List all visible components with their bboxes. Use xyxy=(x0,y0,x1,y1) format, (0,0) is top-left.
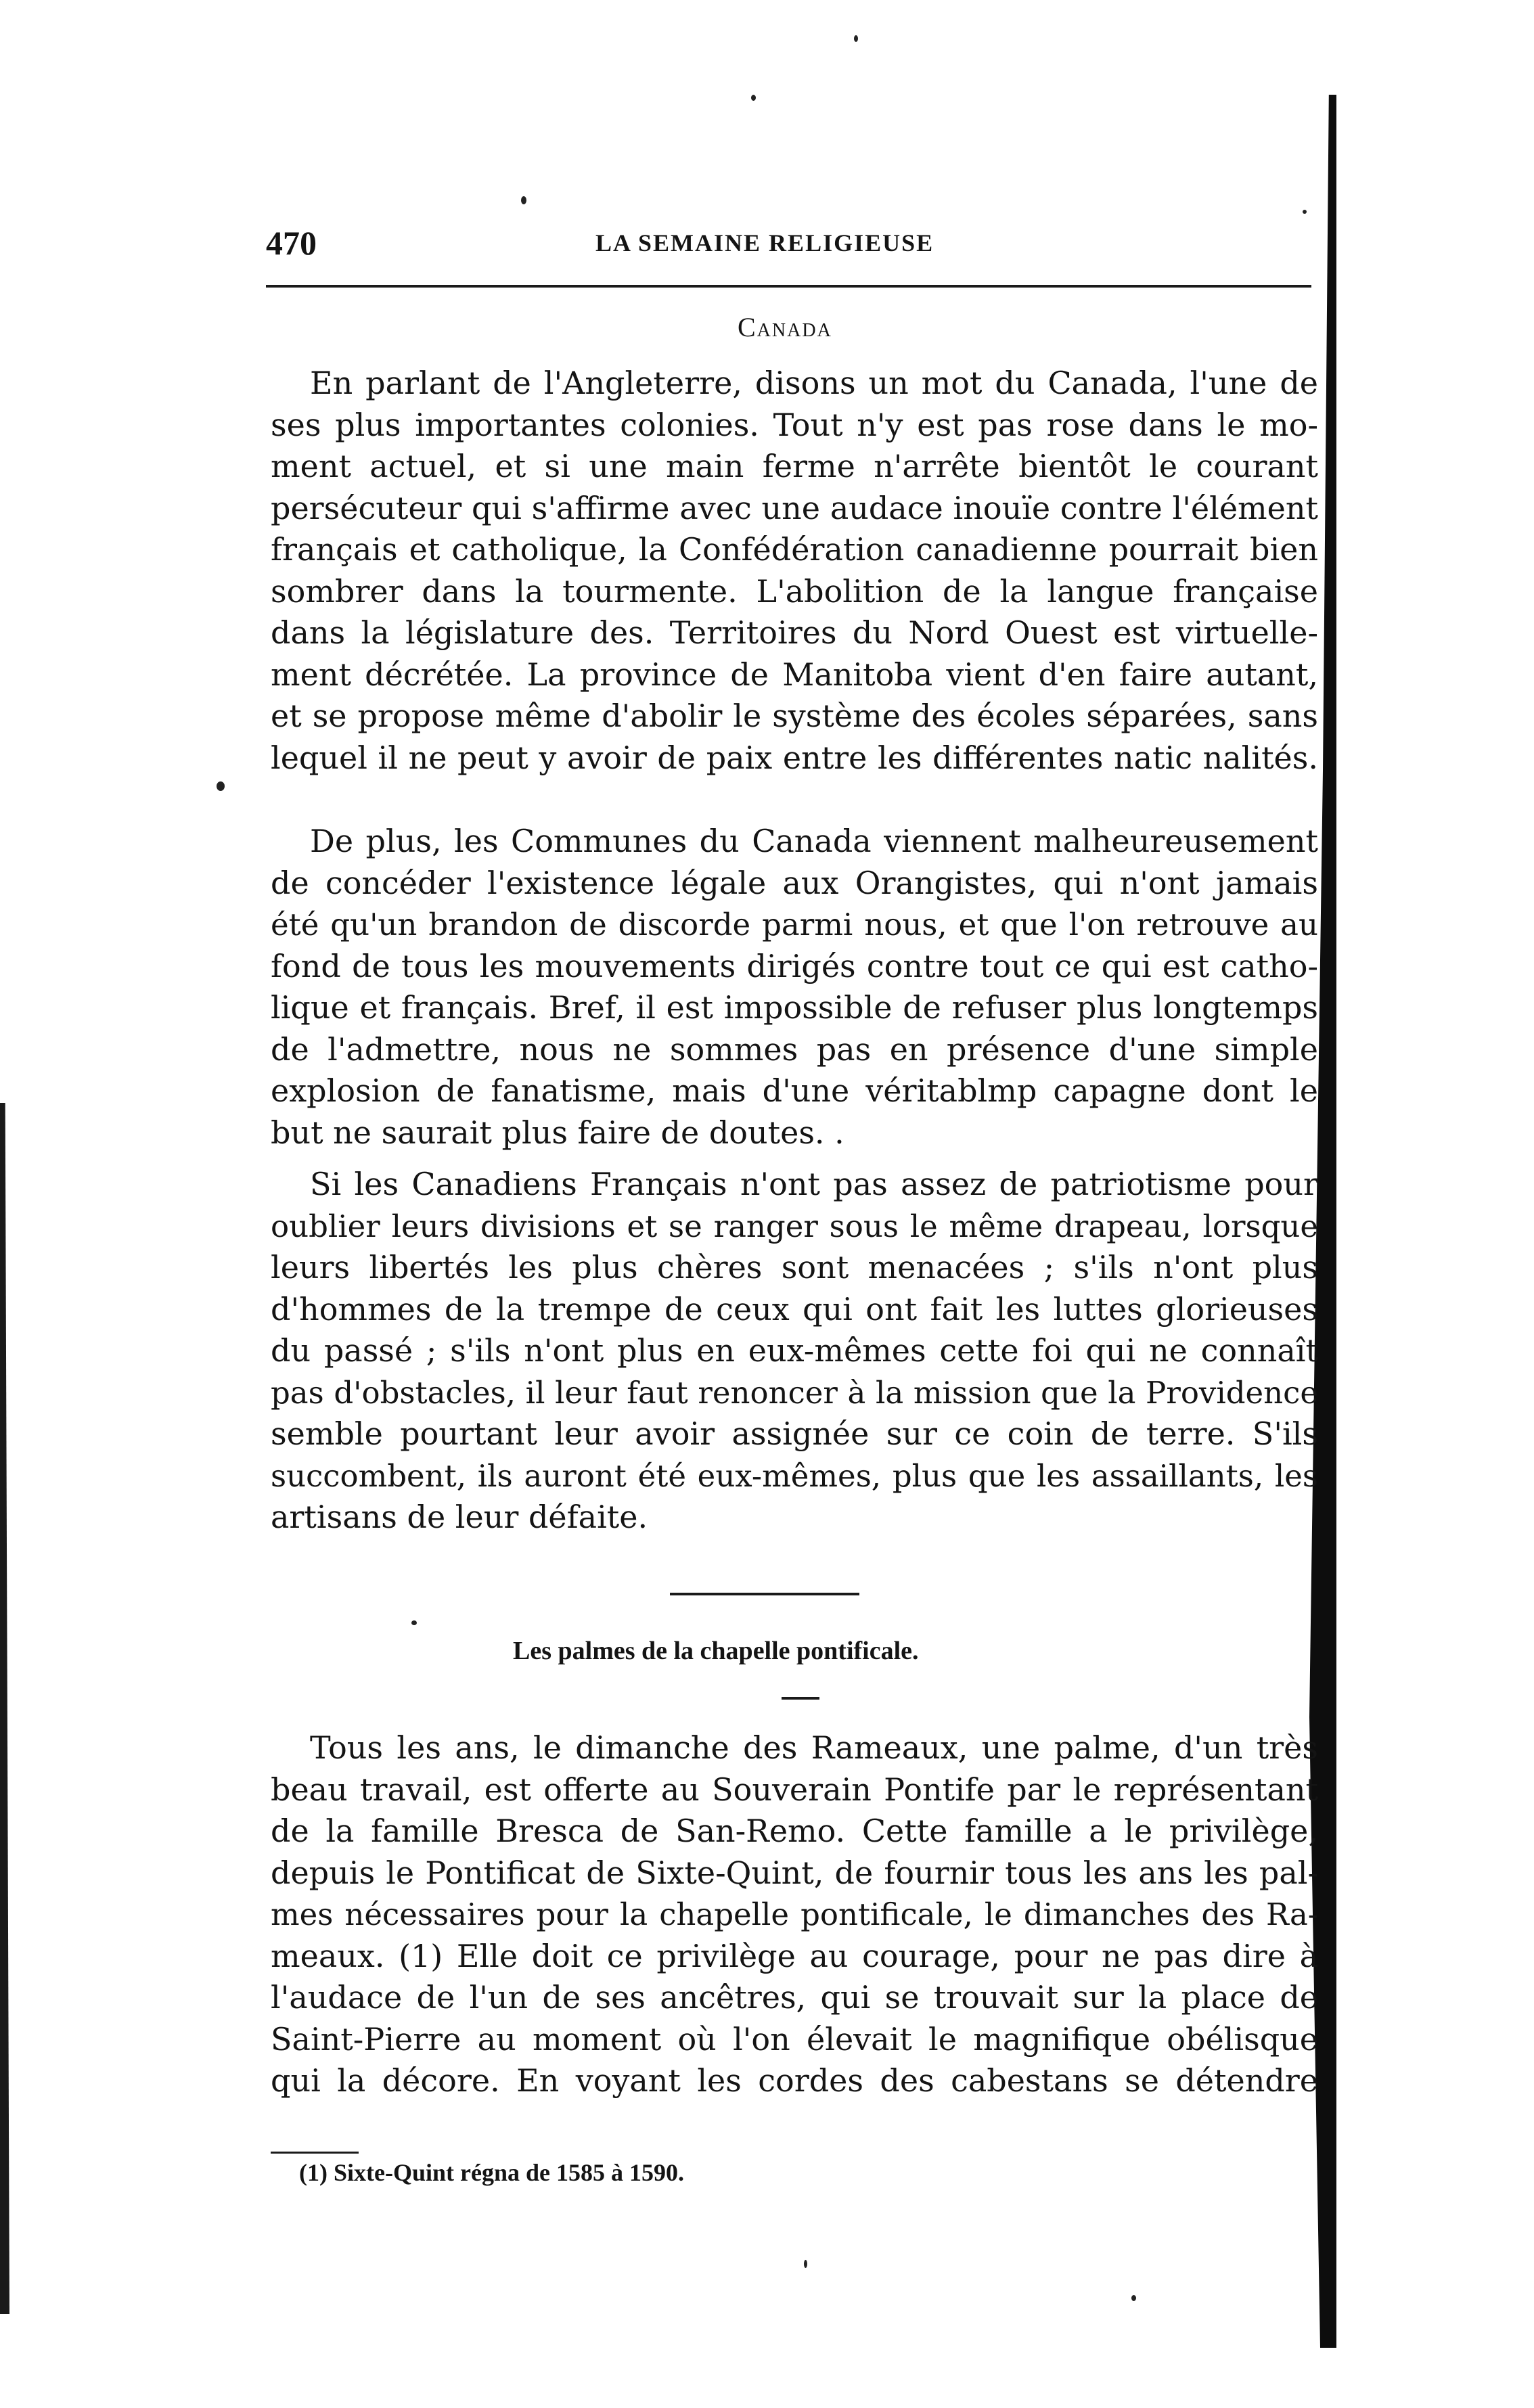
text-line: artisans de leur défaite. xyxy=(271,1499,648,1535)
text-line: meaux. (1) Elle doit ce privilège au courage, pour ne pas dire à xyxy=(271,1937,1318,1974)
text-line: leurs libertés les plus chères sont menacées ; s'ils n'ont plus xyxy=(271,1249,1318,1286)
text-line: de concéder l'existence légale aux Orangistes, qui n'ont jamais xyxy=(271,864,1318,901)
text-line: de l'admettre, nous ne sommes pas en présence d'une simple xyxy=(271,1030,1318,1068)
text-line: français et catholique, la Confédération canadienne pourrait bien xyxy=(271,531,1318,568)
canada-paragraph-2 xyxy=(271,821,1318,1154)
section-title-palmes: Les palmes de la chapelle pontificale. xyxy=(513,1637,919,1665)
short-divider-rule xyxy=(782,1697,819,1700)
scan-speck xyxy=(804,2260,807,2268)
scan-speck xyxy=(751,95,756,101)
canada-paragraph-1 xyxy=(271,363,1318,779)
scan-speck xyxy=(854,35,858,42)
text-line: ment décrétée. La province de Manitoba vient d'en faire autant, xyxy=(271,656,1318,693)
section-title-canada: Canada xyxy=(738,312,832,342)
text-line: de la famille Bresca de San-Remo. Cette famille a le privilège, xyxy=(271,1813,1318,1849)
text-line: lique et français. Bref, il est impossible de refuser plus longtemps xyxy=(271,989,1318,1026)
text-line: ment actuel, et si une main ferme n'arrête bientôt le courant xyxy=(271,448,1318,484)
text-line: Si les Canadiens Français n'ont pas assez de patriotisme pour xyxy=(310,1166,1318,1202)
text-line: dans la législature des. Territoires du Nord Ouest est virtuelle- xyxy=(271,614,1318,651)
running-head: LA SEMAINE RELIGIEUSE xyxy=(595,229,934,256)
text-line: semble pourtant leur avoir assignée sur ce coin de terre. S'ils xyxy=(271,1415,1318,1452)
text-line: En parlant de l'Angleterre, disons un mot du Canada, l'une de xyxy=(310,365,1318,401)
text-line: fond de tous les mouvements dirigés contre tout ce qui est catho- xyxy=(271,947,1318,984)
text-line: lequel il ne peut y avoir de paix entre les différentes natic nalités. xyxy=(271,739,1318,776)
scan-speck xyxy=(411,1620,417,1625)
text-line: été qu'un brandon de discorde parmi nous, et que l'on retrouve au xyxy=(271,907,1318,942)
footnote-rule xyxy=(271,2152,359,2154)
text-line: pas d'obstacles, il leur faut renoncer à la mission que la Providence xyxy=(271,1374,1318,1411)
footnote: (1) Sixte-Quint régna de 1585 à 1590. xyxy=(299,2159,684,2186)
scan-speck xyxy=(521,196,526,204)
scan-speck xyxy=(217,781,225,791)
text-line: Saint-Pierre au moment où l'on élevait le magnifique obélisque xyxy=(271,2020,1318,2058)
text-line: qui la décore. En voyant les cordes des cabestans se détendre xyxy=(271,2062,1318,2099)
text-line: explosion de fanatisme, mais d'une véritablmp capagne dont le xyxy=(271,1072,1318,1109)
text-line: depuis le Pontificat de Sixte-Quint, de fournir tous les ans les pal- xyxy=(271,1854,1318,1891)
text-line: du passé ; s'ils n'ont plus en eux-mêmes cette foi qui ne connaît xyxy=(271,1332,1318,1369)
text-line: De plus, les Communes du Canada viennent malheureusement xyxy=(310,823,1318,859)
scan-edge-left xyxy=(0,1103,9,2314)
page-number: 470 xyxy=(266,224,317,262)
text-line: mes nécessaires pour la chapelle pontificale, le dimanches des Ra- xyxy=(271,1896,1318,1932)
canada-paragraph-3 xyxy=(271,1164,1318,1539)
scan-speck xyxy=(1131,2295,1136,2301)
text-line: but ne saurait plus faire de doutes. . xyxy=(271,1114,844,1151)
text-line: beau travail, est offerte au Souverain Pontife par le représentant xyxy=(271,1771,1318,1808)
section-divider-rule xyxy=(670,1593,859,1595)
text-line: persécuteur qui s'affirme avec une audace inouïe contre l'élément xyxy=(271,489,1318,526)
scan-speck xyxy=(1303,210,1307,214)
text-line: d'hommes de la trempe de ceux qui ont fait les luttes glorieuses xyxy=(271,1290,1318,1327)
text-line: Tous les ans, le dimanche des Rameaux, une palme, d'un très xyxy=(310,1729,1318,1766)
header-rule xyxy=(266,285,1311,288)
text-line: sombrer dans la tourmente. L'abolition de la langue française xyxy=(271,572,1318,610)
text-line: l'audace de l'un de ses ancêtres, qui se trouvait sur la place de xyxy=(271,1979,1318,2016)
text-line: et se propose même d'abolir le système des écoles séparées, sans xyxy=(271,698,1318,734)
text-line: succombent, ils auront été eux-mêmes, plus que les assaillants, les xyxy=(271,1457,1318,1494)
text-line: oublier leurs divisions et se ranger sous le même drapeau, lorsque xyxy=(271,1208,1318,1244)
palmes-paragraph xyxy=(271,1727,1318,2102)
text-line: ses plus importantes colonies. Tout n'y est pas rose dans le mo- xyxy=(271,406,1318,443)
